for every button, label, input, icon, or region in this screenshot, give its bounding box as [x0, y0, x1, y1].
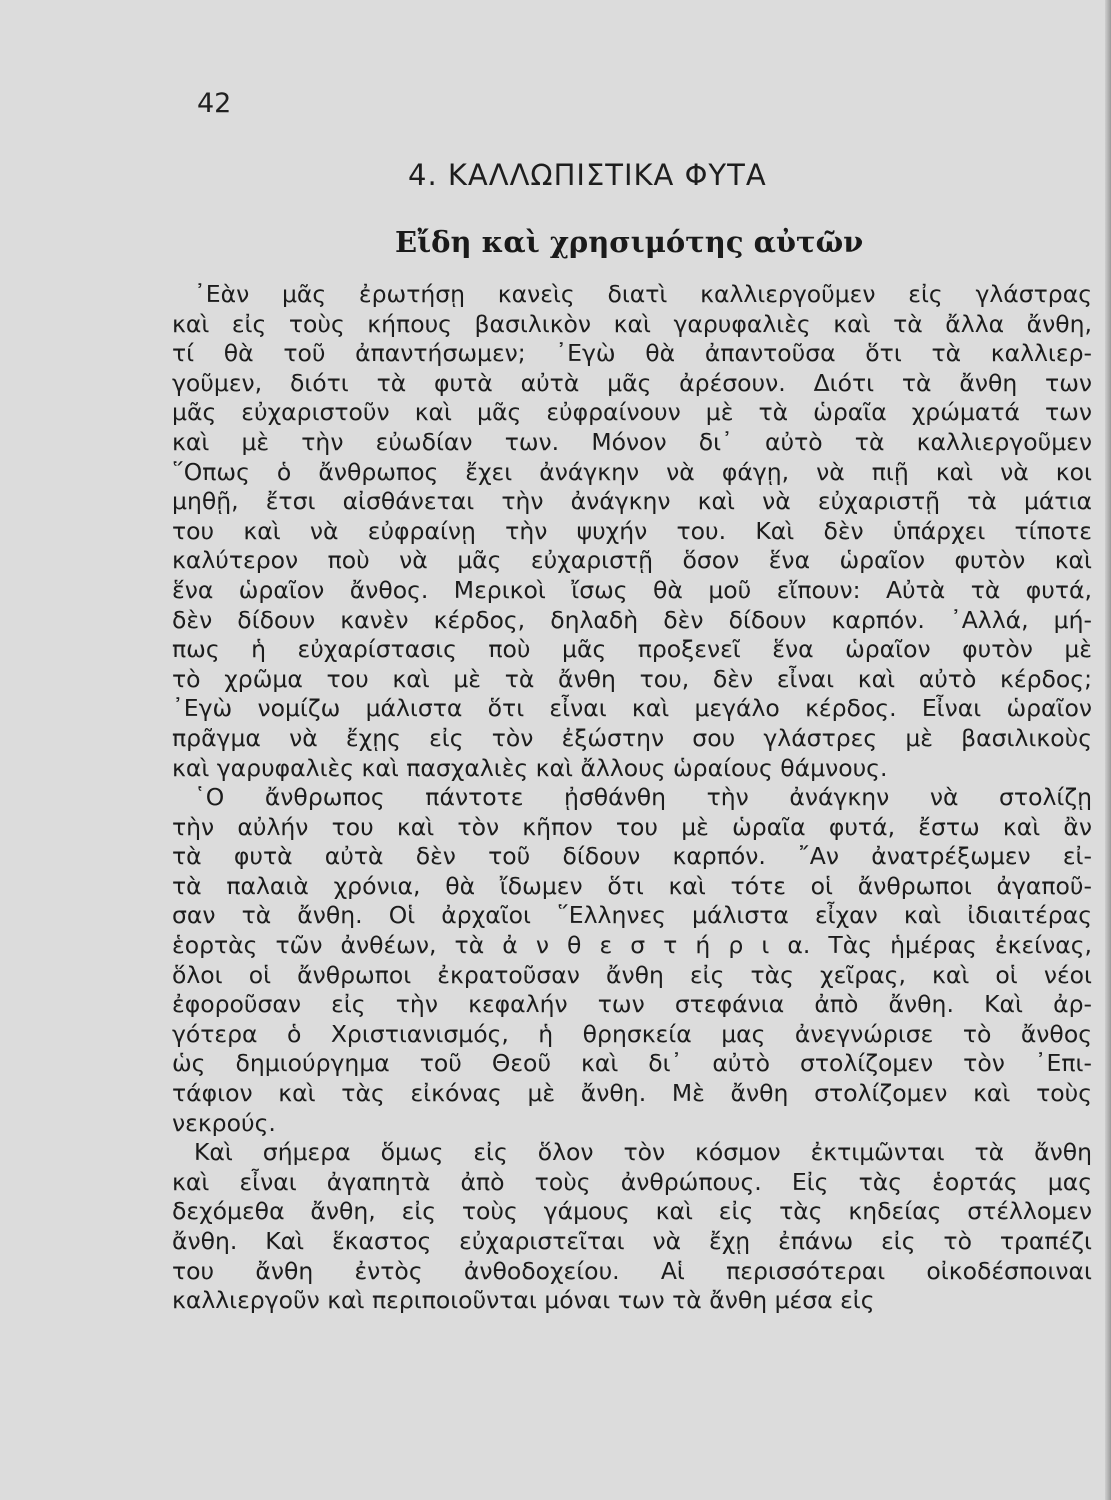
chapter-title: 4. ΚΑΛΛΩΠΙΣΤΙΚΑ ΦΥΤΑ — [408, 158, 767, 192]
paragraph — [172, 1138, 1092, 1316]
text-line: καὶ εἰς τοὺς κήπους βασιλικὸν καὶ γαρυφαλιὲς καὶ τὰ ἄλλα ἄνθη, — [172, 309, 1092, 338]
text-line: ῾Ο ἄνθρωπος πάντοτε ᾐσθάνθη τὴν ἀνάγκην νὰ στολίζῃ — [194, 783, 1092, 812]
text-line: τὸ χρῶμα του καὶ μὲ τὰ ἄνθη του, δὲν εἶναι καὶ αὐτὸ κέρδος; — [172, 664, 1092, 693]
text-line: δὲν δίδουν κανὲν κέρδος, δηλαδὴ δὲν δίδουν καρπόν. ᾿Αλλά, μή- — [172, 605, 1092, 634]
text-line: τὰ φυτὰ αὐτὰ δὲν τοῦ δίδουν καρπόν. ῎Αν ἀνατρέξωμεν εἰ- — [172, 842, 1092, 871]
text-line: ἐφοροῦσαν εἰς τὴν κεφαλήν των στεφάνια ἀπὸ ἄνθη. Καὶ ἀρ- — [172, 990, 1092, 1019]
text-line: δεχόμεθα ἄνθη, εἰς τοὺς γάμους καὶ εἰς τὰς κηδείας στέλλομεν — [172, 1197, 1092, 1226]
text-line: ῞Οπως ὁ ἄνθρωπος ἔχει ἀνάγκην νὰ φάγῃ, νὰ πιῇ καὶ νὰ κοι — [172, 457, 1092, 486]
text-line: τὴν αὐλήν του καὶ τὸν κῆπον του μὲ ὡραῖα φυτά, ἔστω καὶ ἂν — [172, 812, 1092, 841]
text-line: ὡς δημιούργημα τοῦ Θεοῦ καὶ δι᾿ αὐτὸ στολίζομεν τὸν ᾿Επι- — [172, 1049, 1092, 1078]
page-edge-shadow — [1105, 0, 1111, 1500]
text-line: καλύτερον ποὺ νὰ μᾶς εὐχαριστῇ ὅσον ἕνα ὡραῖον φυτὸν καὶ — [172, 546, 1092, 575]
text-line: γοῦμεν, διότι τὰ φυτὰ αὐτὰ μᾶς ἀρέσουν. Διότι τὰ ἄνθη των — [172, 368, 1092, 397]
text-line: Καὶ σήμερα ὅμως εἰς ὅλον τὸν κόσμον ἐκτιμῶνται τὰ ἄνθη — [194, 1138, 1092, 1167]
text-line: πρᾶγμα νὰ ἔχῃς εἰς τὸν ἐξώστην σου γλάστρες μὲ βασιλικοὺς — [172, 723, 1092, 752]
text-line: νεκρούς. — [172, 1108, 276, 1137]
paragraph — [172, 280, 1092, 783]
text-line: του ἄνθη ἐντὸς ἀνθοδοχείου. Αἱ περισσότεραι οἰκοδέσποιναι — [172, 1256, 1092, 1285]
text-line: μᾶς εὐχαριστοῦν καὶ μᾶς εὐφραίνουν μὲ τὰ ὡραῖα χρώματά των — [172, 398, 1092, 427]
text-line: σαν τὰ ἄνθη. Οἱ ἀρχαῖοι ῞Ελληνες μάλιστα εἶχαν καὶ ἰδιαιτέρας — [172, 901, 1092, 930]
text-line: καλλιεργοῦν καὶ περιποιοῦνται μόναι των τὰ ἄνθη μέσα εἰς — [172, 1286, 875, 1315]
text-line: ἄνθη. Καὶ ἕκαστος εὐχαριστεῖται νὰ ἔχῃ ἐπάνω εἰς τὸ τραπέζι — [172, 1227, 1092, 1255]
text-line: γότερα ὁ Χριστιανισμός, ἡ θρησκεία μας ἀνεγνώρισε τὸ ἄνθος — [172, 1019, 1092, 1048]
text-line: καὶ εἶναι ἀγαπητὰ ἀπὸ τοὺς ἀνθρώπους. Εἰς τὰς ἑορτάς μας — [172, 1167, 1092, 1196]
section-title: Εἴδη καὶ χρησιμότης αὐτῶν — [395, 225, 864, 259]
text-line: καὶ μὲ τὴν εὐωδίαν των. Μόνον δι᾿ αὐτὸ τὰ καλλιεργοῦμεν — [172, 427, 1092, 456]
text-line: του καὶ νὰ εὐφραίνῃ τὴν ψυχήν του. Καὶ δὲν ὑπάρχει τίποτε — [172, 516, 1092, 545]
body-text — [172, 280, 1092, 1316]
text-line: ὅλοι οἱ ἄνθρωποι ἐκρατοῦσαν ἄνθη εἰς τὰς χεῖρας, καὶ οἱ νέοι — [172, 960, 1092, 989]
page-number: 42 — [197, 88, 232, 119]
text-line: ἑορτὰς τῶν ἀνθέων, τὰ ἀ ν θ ε σ τ ή ρ ι α. Τὰς ἡμέρας ἐκείνας, — [172, 931, 1092, 960]
text-line: μηθῇ, ἔτσι αἰσθάνεται τὴν ἀνάγκην καὶ νὰ εὐχαριστῇ τὰ μάτια — [172, 487, 1092, 516]
text-line: καὶ γαρυφαλιὲς καὶ πασχαλιὲς καὶ ἄλλους ὡραίους θάμνους. — [172, 753, 888, 782]
text-line: τί θὰ τοῦ ἀπαντήσωμεν; ᾿Εγὼ θὰ ἀπαντοῦσα ὅτι τὰ καλλιερ- — [172, 339, 1092, 368]
text-line: τάφιον καὶ τὰς εἰκόνας μὲ ἄνθη. Μὲ ἄνθη στολίζομεν καὶ τοὺς — [172, 1079, 1092, 1108]
paragraph — [172, 783, 1092, 1138]
text-line: ἕνα ὡραῖον ἄνθος. Μερικοὶ ἴσως θὰ μοῦ εἴπουν: Αὐτὰ τὰ φυτά, — [172, 575, 1092, 604]
text-line: ᾿Εὰν μᾶς ἐρωτήσῃ κανεὶς διατὶ καλλιεργοῦμεν εἰς γλάστρας — [194, 280, 1092, 308]
text-line: πως ἡ εὐχαρίστασις ποὺ μᾶς προξενεῖ ἕνα ὡραῖον φυτὸν μὲ — [172, 635, 1092, 664]
text-line: τὰ παλαιὰ χρόνια, θὰ ἴδωμεν ὅτι καὶ τότε οἱ ἄνθρωποι ἀγαποῦ- — [172, 871, 1092, 900]
text-line: ᾿Εγὼ νομίζω μάλιστα ὅτι εἶναι καὶ μεγάλο κέρδος. Εἶναι ὡραῖον — [172, 694, 1092, 723]
